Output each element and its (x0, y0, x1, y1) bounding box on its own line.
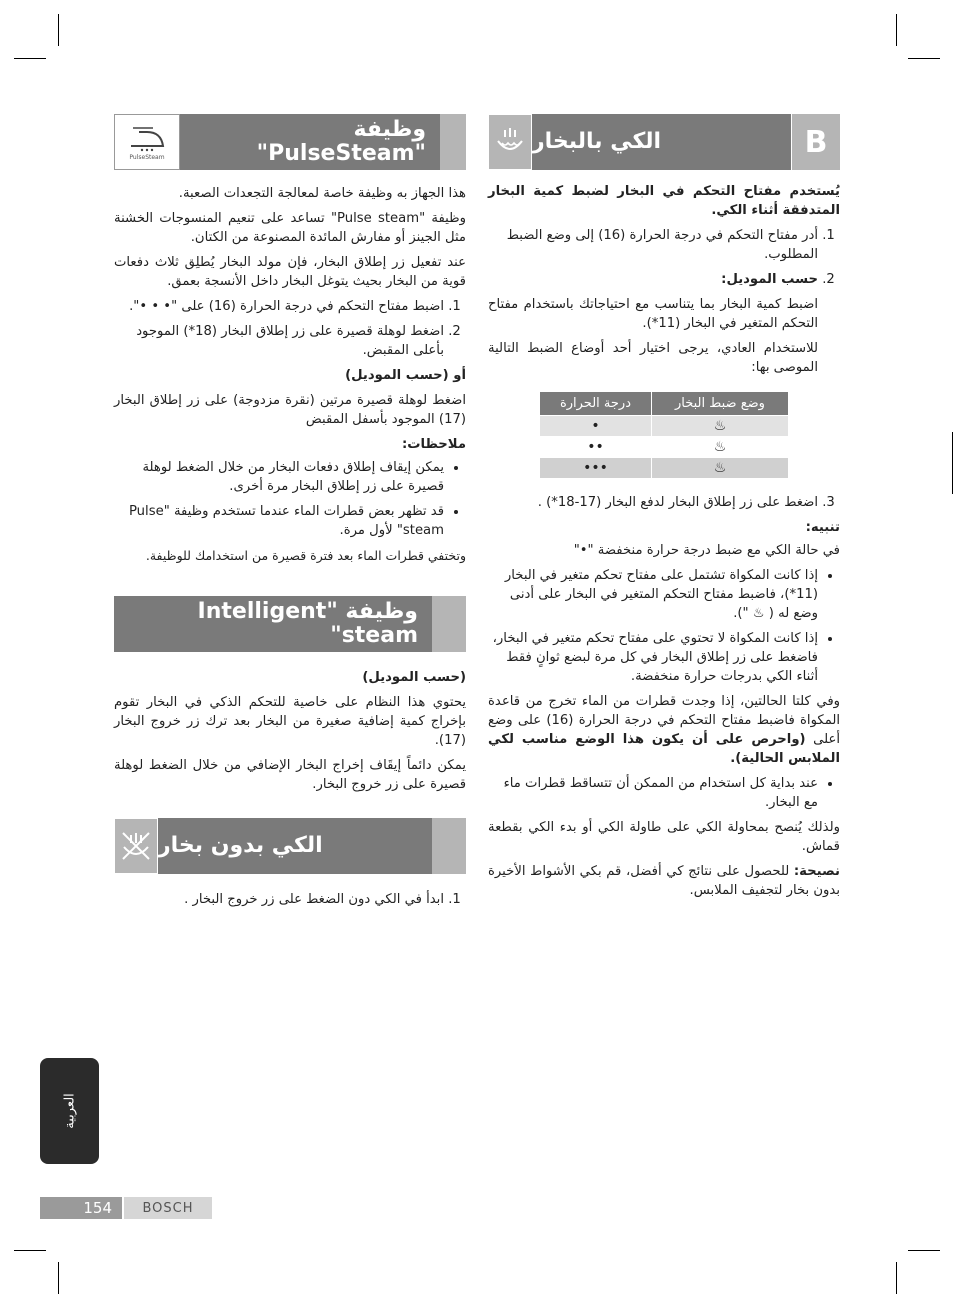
crop-mark (58, 14, 59, 46)
step-3: 3. اضغط على زر إطلاق البخار لدفع البخار (17-18*) . (488, 493, 818, 512)
crop-mark (896, 1262, 897, 1294)
crop-mark (14, 58, 46, 59)
pulse-p2: وظيفة "Pulse steam" تساعد على تنعيم المنسوجات الخشنة مثل الجينز أو مفارش المائدة المصنوعة من الكتان. (114, 211, 466, 245)
temp-dots: •• (540, 437, 652, 458)
header-accent (440, 114, 466, 170)
steam-icon (493, 125, 527, 159)
notes-after: وتختفي قطرات الماء بعد فترة قصيرة من استخدامك للوظيفة. (145, 548, 466, 563)
pulsesteam-icon-box (114, 114, 180, 170)
language-tab (40, 1058, 99, 1164)
section-letter: B (791, 114, 840, 170)
pulse-p3: عند تفعيل زر إطلاق البخار، فإن مولد البخار يُطلِق ثلاث دفعات قوية من البخار بحيث يتوغل البخار داخل الأنسجة بعمق. (114, 255, 466, 289)
step-2 (488, 270, 818, 377)
brand-label: BOSCH (124, 1197, 212, 1219)
steam-level-icon: ♨ (651, 416, 788, 437)
right-column (488, 182, 840, 906)
step-1: 1. أدر مفتاح التحكم في درجة الحرارة (16) إلى وضع الضبط المطلوب. (488, 226, 818, 264)
table-row (540, 416, 789, 437)
steps-list-cont (488, 493, 840, 512)
note-bullet-2: • إذا كانت المكواة لا تحتوي على مفتاح تحكم متغير في البخار، فاضغط على زر إطلاق البخار في كل مرة لبضع ثوانٍ فقط أثناء الكي بدرجات حرارة منخفضة. (488, 629, 818, 686)
iron-icon (125, 124, 169, 154)
step-2-heading: 2. حسب الموديل: (721, 272, 818, 287)
pulse-step-2: 2. اضغط لوهلة قصيرة على زر إطلاق البخار (18*) الموجود بأعلى المقبض. (114, 322, 444, 360)
note-intro: في حالة الكي مع ضبط درجة حرارة منخفضة "•" (573, 543, 840, 558)
nosteam-step-1: 1. ابدأ في الكي دون الضغط على زر خروج البخار . (114, 890, 444, 909)
note-paragraph (488, 692, 840, 768)
step-2-text-b: للاستخدام العادي، يرجى اختيار أحد أوضاع الضبط التالية الموصى بها: (488, 341, 818, 375)
page-number: 154 (40, 1197, 122, 1219)
pulse-steps (114, 297, 466, 360)
left-column-intel (114, 668, 466, 800)
note-bullets (488, 566, 840, 686)
crop-mark (58, 1262, 59, 1294)
section-header-steam-ironing (488, 114, 840, 170)
crop-mark (952, 432, 953, 494)
intro-text: يُستخدم مفتاح التحكم في البخار لضبط كمية البخار المتدفقة أثناء الكي. (488, 184, 840, 218)
header-accent (432, 818, 466, 874)
intel-p1: يحتوي هذا النظام على خاصية للتحكم الذكي في البخار تقوم بإخراج كمية إضافية صغيرة من البخار بعد ترك زر خروج البخار (17). (114, 695, 466, 748)
crop-mark (908, 1250, 940, 1251)
left-column-pulse (114, 184, 466, 571)
section-title: وظيفة "Intelligent steam" (197, 599, 418, 648)
intel-model-heading: (حسب الموديل) (362, 670, 466, 685)
crop-mark (896, 14, 897, 46)
section-header-intelligent (114, 596, 466, 652)
tip-heading: نصيحة: (793, 864, 840, 879)
notes-bullet-2: • قد تظهر بعض قطرات الماء عندما تستخدم وظيفة "Pulse steam" لأول مرة. (114, 502, 444, 540)
left-column-nosteam (114, 890, 466, 915)
language-tab-label: العربية (62, 1093, 77, 1129)
notes-bullets (114, 458, 466, 540)
no-steam-icon-box (114, 818, 158, 874)
pulse-step-1: 1. اضبط مفتاح التحكم في درجة الحرارة (16) على "• • •". (114, 297, 444, 316)
note-heading: تنبيه: (805, 520, 840, 535)
temp-dots: ••• (540, 458, 652, 479)
header-accent (432, 596, 466, 652)
section-title: وظيفة "PulseSteam" (256, 117, 426, 166)
crop-mark (14, 1250, 46, 1251)
steps-list (488, 226, 840, 377)
crop-mark (908, 58, 940, 59)
note-paragraph-a: وفي كلتا الحالتين، إذا وجدت قطرات من الماء تخرج من قاعدة المكواة فاضبط مفتاح التحكم في درجة الحرارة (16) على وضع أعلى (488, 694, 840, 747)
step-2-text-a: اضبط كمية البخار بما يتناسب مع احتياجاتك باستخدام مفتاح التحكم المتغير في البخار (11*). (488, 297, 818, 331)
section-title: الكي بدون بخار (158, 833, 323, 858)
section-title: الكي بالبخار (532, 129, 662, 154)
notes-heading: ملاحظات: (401, 437, 466, 452)
pulse-p1: هذا الجهاز به وظيفة خاصة لمعالجة التجعدات الصعبة. (178, 186, 466, 201)
pulse-model-text: اضغط لوهلة قصيرة مرتين (نقرة مزدوجة) على زر إطلاق البخار (17) الموجود بأسفل المقبض (114, 393, 466, 427)
steam-level-icon: ♨ (651, 458, 788, 479)
note-bullets-2 (488, 774, 840, 812)
tip (488, 862, 840, 900)
section-header-no-steam (114, 818, 466, 874)
pulse-model-heading: أو (حسب الموديل) (345, 368, 466, 383)
notes-bullet-1: • يمكن إيقاف إطلاق دفعات البخار من خلال الضغط لوهلة قصيرة على زر إطلاق البخار مرة أخرى. (114, 458, 444, 496)
tip-text: للحصول على نتائج كي أفضل، قم بكي الأشواط الأخيرة بدون بخار لتجفيف الملابس. (488, 864, 840, 898)
no-steam-icon (119, 829, 153, 863)
table-header-temp: درجة الحرارة (540, 392, 652, 416)
table-row (540, 437, 789, 458)
table-row (540, 458, 789, 479)
steam-settings-table (539, 391, 789, 479)
steam-level-icon: ♨ (651, 437, 788, 458)
nosteam-steps (114, 890, 466, 909)
note-paragraph-b: (واحرص على أن يكون هذا الوضع مناسب لكي الملابس الحالية). (488, 732, 840, 766)
section-header-pulsesteam (114, 114, 466, 170)
pulsesteam-icon-label: PulseSteam (129, 153, 165, 161)
note-bullet-3: • عند بداية كل استخدام من الممكن أن تتساقط قطرات ماء مع البخار. (488, 774, 818, 812)
note-paragraph-2: ولذلك يُنصح بمحاولة الكي على طاولة الكي أو بدء الكي بقطعة قماش. (488, 820, 840, 854)
temp-dots: • (540, 416, 652, 437)
note-bullet-1: • إذا كانت المكواة تشتمل على مفتاح تحكم متغير في البخار (11*)، فاضبط مفتاح التحكم المتغير في البخار على أدنى وضع له ( ♨ "). (488, 566, 818, 623)
table-header-steam: وضع ضبط البخار (651, 392, 788, 416)
steam-icon-box (488, 114, 532, 170)
intel-p2: يمكن دائماً إيقَاف إخراج البخار الإضافي من خلال الضغط لوهلة قصيرة على زر خروج البخار. (114, 758, 466, 792)
